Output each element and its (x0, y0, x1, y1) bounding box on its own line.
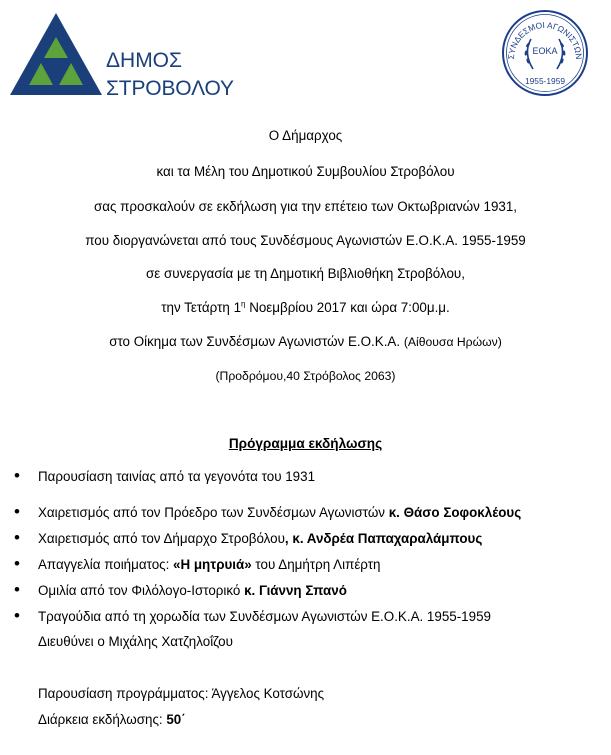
invite-line-invitation: σας προσκαλούν σε εκδήλωση για την επέτειο των Οκτωβριανών 1931, (93, 199, 518, 214)
program-item-songs: Τραγούδια από τη χορωδία των Συνδέσμων Αγωνιστών Ε.Ο.Κ.Α. 1955-1959 (38, 609, 491, 624)
bullet-5: • (14, 580, 20, 599)
presenter-line: Παρουσίαση προγράμματος: Άγγελος Κοτσώνης (38, 686, 325, 701)
item-name-bold: κ. Γιάννη Σπανό (244, 583, 347, 598)
invite-line-date (0, 300, 611, 315)
invite-line-cooperation: σε συνεργασία με τη Δημοτική Βιβλιοθήκη Στροβόλου, (146, 266, 465, 281)
seal-ring-text: ΣΥΝΔΕΣΜΟΙ ΑΓΩΝΙΣΤΩΝ (505, 19, 585, 60)
invite-line-council: και τα Μέλη του Δημοτικού Συμβουλίου Στροβόλου (156, 164, 455, 179)
invite-line-organizer: που διοργανώνεται από τους Συνδέσμους Αγωνιστών Ε.Ο.Κ.Α. 1955-1959 (85, 233, 526, 248)
program-item-president-greeting (38, 505, 521, 520)
item-text: Χαιρετισμός από τον Δήμαρχο Στροβόλου (38, 531, 285, 546)
duration-value: 50΄ (166, 712, 186, 727)
venue-text: στο Οίκημα των Συνδέσμων Αγωνιστών Ε.Ο.Κ.Α. (109, 334, 401, 349)
item-text: Ομιλία από τον Φιλόλογο-Ιστορικό (38, 583, 245, 598)
bullet-6: • (14, 606, 20, 625)
dimos-strovolou-logo (8, 11, 238, 97)
bullet-1: • (14, 466, 20, 485)
logo-text-line2: ΣΤΡΟΒΟΛΟΥ (106, 77, 234, 97)
invite-line-mayor: Ο Δήμαρχος (268, 128, 343, 143)
item-text: Απαγγελία ποιήματος: (38, 557, 174, 572)
bullet-2: • (14, 502, 20, 521)
program-item-speech (38, 583, 347, 598)
duration-label: Διάρκεια εκδήλωσης: (38, 712, 167, 727)
program-item-film: Παρουσίαση ταινίας από τα γεγονότα του 1931 (38, 469, 316, 484)
item-name-bold: κ. Θάσο Σοφοκλέους (388, 505, 522, 520)
date-text: την Τετάρτη 1 (161, 300, 242, 315)
invite-line-venue (0, 334, 611, 349)
bullet-3: • (14, 528, 20, 547)
duration-line (38, 712, 186, 727)
program-item-poem (38, 557, 380, 572)
bullet-4: • (14, 554, 20, 573)
date-superscript: η (241, 299, 246, 309)
program-item-songs-conductor: Διευθύνει ο Μιχάλης Χατζηλοΐζου (38, 634, 233, 649)
item-text-rest: του Δημήτρη Λιπέρτη (251, 557, 381, 572)
seal-years: 1955-1959 (524, 76, 566, 86)
item-text: Χαιρετισμός από τον Πρόεδρο των Συνδέσμων Αγωνιστών (38, 505, 389, 520)
date-text-rest: Νοεμβρίου 2017 και ώρα 7:00μ.μ. (245, 300, 450, 315)
venue-hall: (Αίθουσα Ηρώων) (403, 335, 502, 349)
logo-text-line1: ΔΗΜΟΣ (106, 49, 183, 72)
program-item-mayor-greeting (38, 531, 482, 546)
eoka-seal-logo (501, 9, 589, 97)
item-name-bold: , κ. Ανδρέα Παπαχαραλάμπους (284, 531, 483, 546)
item-poem-title: «Η μητρυιά» (173, 557, 252, 572)
program-heading: Πρόγραμμα εκδήλωσης (228, 436, 383, 451)
seal-center-text: ΕΟΚΑ (532, 46, 558, 56)
invite-line-address: (Προδρόμου,40 Στρόβολος 2063) (215, 369, 396, 383)
